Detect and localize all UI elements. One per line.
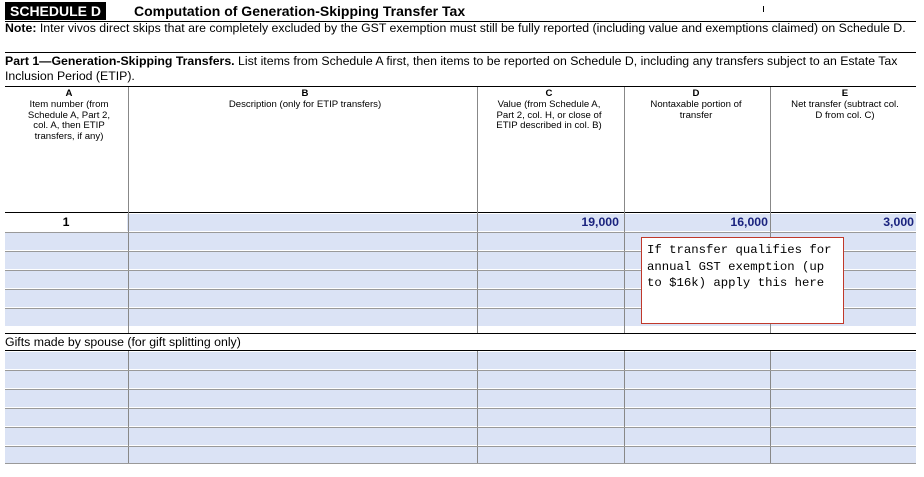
table-row[interactable] xyxy=(5,371,916,388)
row-divider xyxy=(5,463,916,464)
table-row[interactable] xyxy=(5,409,916,426)
column-divider xyxy=(624,87,625,333)
part1-body: List items from Schedule A first, then items to be reported on Schedule D, including any transfers subject to an Estate Tax Inclusion Period (ETIP). xyxy=(5,54,898,83)
column-letter: E xyxy=(841,88,849,99)
row-divider xyxy=(5,389,916,390)
schedule-label: SCHEDULE D xyxy=(5,2,106,20)
column-desc: Value (from Schedule A, Part 2, col. H, or close of ETIP described in col. B) xyxy=(496,98,602,132)
column-header-d xyxy=(640,89,752,121)
table-row[interactable] xyxy=(5,390,916,407)
header-divider xyxy=(5,212,916,213)
table-row[interactable] xyxy=(5,428,916,445)
table-top-border xyxy=(5,86,916,87)
table-row[interactable] xyxy=(5,447,916,463)
row-divider xyxy=(5,370,916,371)
row-divider xyxy=(5,408,916,409)
part1-intro xyxy=(5,54,916,84)
divider xyxy=(5,350,916,351)
column-desc: Description (only for ETIP transfers) xyxy=(228,98,382,110)
value-cell[interactable]: 19,000 xyxy=(581,215,619,229)
note-text xyxy=(5,21,916,36)
column-letter: B xyxy=(301,88,309,99)
column-divider xyxy=(477,87,478,333)
column-header-b xyxy=(180,89,430,111)
note-label: Note: xyxy=(5,21,37,35)
row-divider xyxy=(5,446,916,447)
column-desc: Net transfer (subtract col. D from col. C) xyxy=(791,98,899,121)
column-desc: Item number (from Schedule A, Part 2, col. A, then ETIP transfers, if any) xyxy=(27,98,111,143)
row-divider xyxy=(5,427,916,428)
divider xyxy=(5,333,916,334)
divider xyxy=(5,52,916,53)
column-header-a xyxy=(20,89,118,143)
column-desc: Nontaxable portion of transfer xyxy=(650,98,742,121)
column-letter: D xyxy=(692,88,700,99)
note-body: Inter vivos direct skips that are completely excluded by the GST exemption must still be fully reported (including value and exemptions claimed) on Schedule D. xyxy=(36,21,906,35)
column-header-c xyxy=(495,89,603,132)
column-letter: C xyxy=(545,88,553,99)
column-header-e xyxy=(790,89,900,121)
divider xyxy=(763,6,764,12)
row-divider xyxy=(5,232,916,233)
table-row[interactable] xyxy=(5,352,916,369)
item-number-cell: 1 xyxy=(62,215,70,229)
annotation-note: If transfer qualifies for annual GST exemption (up to $16k) apply this here xyxy=(641,237,844,324)
part1-label: Part 1—Generation-Skipping Transfers. xyxy=(5,54,235,68)
spouse-section-label: Gifts made by spouse (for gift splitting only) xyxy=(5,335,241,349)
schedule-header xyxy=(5,0,916,22)
column-letter: A xyxy=(65,88,73,99)
net-transfer-cell[interactable]: 3,000 xyxy=(883,215,914,229)
nontaxable-cell[interactable]: 16,000 xyxy=(730,215,768,229)
schedule-title: Computation of Generation-Skipping Transfer Tax xyxy=(134,3,466,19)
column-divider xyxy=(128,87,129,333)
